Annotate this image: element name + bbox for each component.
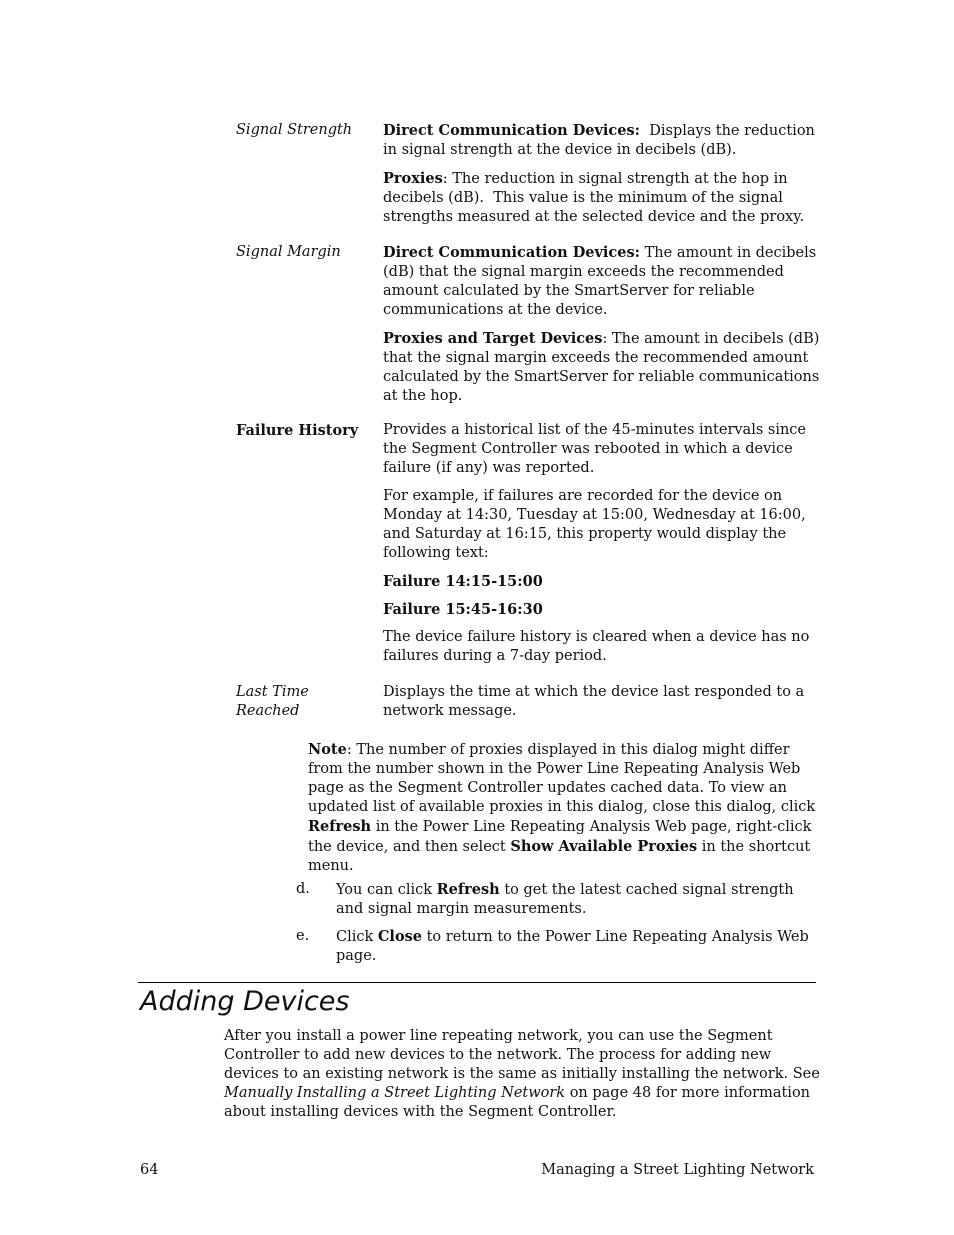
bold-lead: Proxies and Target Devices: [383, 330, 603, 347]
page-number: 64: [140, 1162, 159, 1178]
section-body: [224, 1027, 822, 1122]
note-text: in the shortcut menu.: [308, 839, 811, 874]
show-available-proxies-emphasis: Show Available Proxies: [510, 838, 698, 855]
note-label: Note: [308, 741, 347, 758]
term-line: Last Time: [236, 684, 309, 700]
definition-paragraph: Provides a historical list of the 45-minutes intervals since the Segment Controller was rebooted in which a device failure (if any) was reported.: [383, 422, 807, 476]
step-text: [336, 880, 811, 919]
term-label: Failure History: [236, 422, 359, 439]
step-emphasis: Close: [377, 928, 422, 945]
definition-body: [383, 243, 829, 415]
bold-lead: Direct Communication Devices:: [383, 244, 641, 261]
definition-paragraph: For example, if failures are recorded for the device on Monday at 14:30, Tuesday at 15:00, Wednesday at 16:00, and Saturday at 16:15, this property would display the following text:: [383, 488, 806, 561]
section-heading: Adding Devices: [140, 986, 350, 1017]
term-line: Reached: [236, 703, 300, 719]
step-text: [336, 927, 811, 966]
note-text: in the Power Line Repeating Analysis Web page, right-click the device, and then select: [308, 819, 812, 855]
definition-paragraph: [383, 121, 829, 160]
cross-reference: Manually Installing a Street Lighting Network: [224, 1085, 566, 1101]
step-letter: d.: [296, 881, 310, 897]
definition-body: [383, 683, 829, 730]
paragraph-text: Displays the reduction in signal strength at the device in decibels (dB).: [383, 123, 820, 158]
note-paragraph: [308, 740, 818, 876]
step-text-part: to return to the Power Line Repeating Analysis Web page.: [336, 929, 809, 964]
section-divider: [138, 982, 816, 983]
step-letter: e.: [296, 928, 310, 944]
paragraph-text: : The amount in decibels (dB) that the signal margin exceeds the recommended amount calculated by the SmartServer for reliable communications at the hop.: [383, 331, 824, 404]
bold-lead: Proxies: [383, 170, 443, 187]
definition-body: [383, 421, 829, 675]
definition-body: [383, 121, 829, 236]
definition-paragraph: [383, 169, 829, 227]
bold-lead: Direct Communication Devices:: [383, 122, 641, 139]
paragraph-text: The amount in decibels (dB) that the signal margin exceeds the recommended amount calculated by the SmartServer for reliable communications at the device.: [383, 245, 821, 318]
failure-example: Failure 14:15-15:00: [383, 573, 543, 590]
definition-paragraph: [383, 329, 829, 406]
body-text: on page 48 for more information about installing devices with the Segment Controller.: [224, 1085, 811, 1120]
note-text: : The number of proxies displayed in this dialog might differ from the number shown in the Power Line Repeating Analysis Web page as the Segment Controller updates cached data. To view an updated list of available proxies in this dialog, close this dialog, click: [308, 742, 816, 815]
definition-paragraph: The device failure history is cleared when a device has no failures during a 7-day period.: [383, 629, 810, 664]
step-emphasis: Refresh: [436, 881, 500, 898]
step-text-part: Click: [336, 929, 378, 945]
chapter-title: Managing a Street Lighting Network: [541, 1162, 814, 1178]
term-label: [236, 683, 376, 721]
definition-paragraph: Displays the time at which the device last responded to a network message.: [383, 684, 805, 719]
term-label: Signal Strength: [236, 122, 353, 138]
step-text-part: You can click: [336, 882, 437, 898]
paragraph-text: : The reduction in signal strength at the hop in decibels (dB). This value is the minimum of the signal strengths measured at the selected device and the proxy.: [383, 171, 805, 225]
refresh-emphasis: Refresh: [308, 818, 372, 835]
body-text: After you install a power line repeating network, you can use the Segment Controller to add new devices to the network. The process for adding new devices to an existing network is the same as initially installing the network. See: [224, 1028, 820, 1082]
term-label: Signal Margin: [236, 244, 341, 260]
step-text-part: to get the latest cached signal strength and signal margin measurements.: [336, 882, 794, 917]
failure-example: Failure 15:45-16:30: [383, 601, 543, 618]
definition-paragraph: [383, 243, 829, 320]
